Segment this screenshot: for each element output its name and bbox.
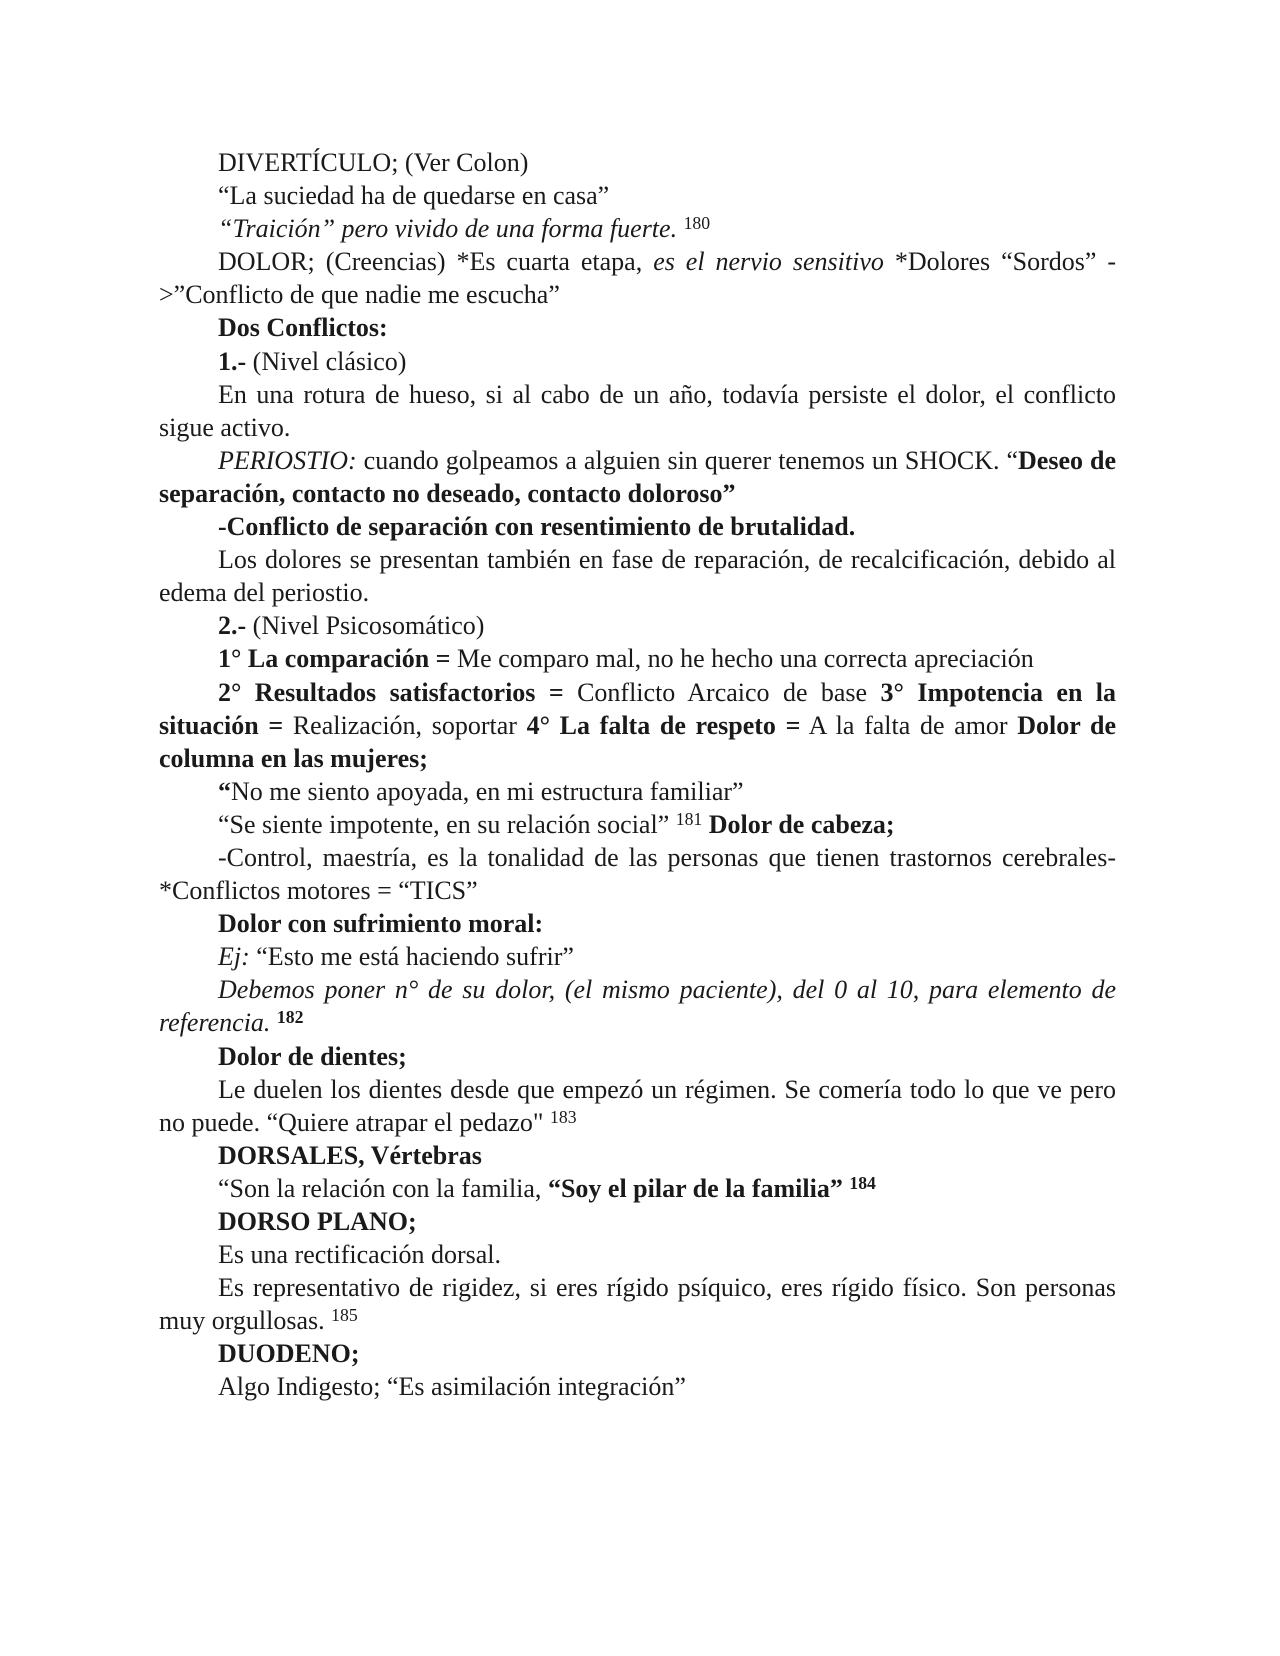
heading-bold [159, 1337, 1116, 1370]
document-page [159, 146, 1116, 1404]
bold-span: 2° Resultados satisfactorios = [218, 677, 564, 707]
bold-span: DUODENO; [218, 1339, 360, 1369]
paragraph [159, 179, 1116, 212]
text-span: *Dolores “Sordos” ->”Conflicto de que nadie me escucha” [159, 247, 1116, 310]
text-span: En una rotura de hueso, si al cabo de un año, todavía persiste el dolor, el conflicto sigue activo. [159, 379, 1116, 442]
heading-bold [159, 907, 1116, 940]
paragraph [159, 1073, 1116, 1139]
paragraph [159, 775, 1116, 808]
text-span: DOLOR; (Creencias) *Es cuarta etapa, [218, 247, 643, 277]
paragraph [159, 808, 1116, 841]
text-span: “Esto me está haciendo sufrir” [256, 942, 574, 972]
paragraph [159, 1370, 1116, 1403]
text-span: cuando golpeamos a alguien sin querer tenemos un SHOCK. “ [363, 445, 1019, 475]
footnote-ref: 183 [550, 1106, 577, 1127]
bold-span: “ [218, 776, 231, 806]
paragraph [159, 841, 1116, 907]
text-span: Los dolores se presentan también en fase de reparación, de recalcificación, debido al edema del periostio. [159, 545, 1116, 608]
paragraph [159, 1238, 1116, 1271]
italic-span: PERIOSTIO: [218, 445, 357, 475]
text-span: Es representativo de rigidez, si eres rígido psíquico, eres rígido físico. Son personas muy orgullosas. [159, 1273, 1116, 1336]
bold-span: “Soy el pilar de la familia” [547, 1173, 843, 1203]
bold-span: Dos Conflictos: [218, 313, 388, 343]
bold-span: 182 [276, 1007, 304, 1028]
text-span: Es una rectificación dorsal. [218, 1240, 501, 1270]
paragraph [159, 146, 1116, 179]
italic-span: “Traición” pero vivido de una forma fuerte. [218, 214, 678, 244]
text-span: “Se siente impotente, en su relación social” [218, 809, 670, 839]
text-span: DIVERTÍCULO; (Ver Colon) [218, 148, 529, 177]
italic-span: Ej: [218, 942, 250, 972]
heading-bold [159, 1205, 1116, 1238]
text-span: Algo Indigesto; “Es asimilación integración” [218, 1372, 686, 1402]
footnote-ref [849, 1173, 876, 1193]
paragraph [159, 1172, 1116, 1205]
bold-span: Deseo de separación, contacto no deseado, contacto doloroso” [159, 445, 1117, 508]
italic-span: Debemos poner n° de su dolor, (el mismo paciente), del 0 al 10, para elemento de referencia. [159, 975, 1116, 1038]
bold-span: Dolor de cabeza; [708, 809, 895, 839]
text-span: -Control, maestría, es la tonalidad de las personas que tienen trastornos cerebrales-*Conflictos motores = “TICS” [159, 842, 1116, 906]
bold-span: DORSO PLANO; [218, 1207, 417, 1236]
bold-span: 3° Impotencia en la situación = [159, 677, 1117, 740]
bold-span: 4° La falta de respeto = [526, 710, 801, 740]
bold-span: Dolor de dientes; [218, 1041, 407, 1071]
text-span: Le duelen los dientes desde que empezó un régimen. Se comería todo lo que ve pero no puede. “Quiere atrapar el pedazo" [159, 1074, 1116, 1137]
footnote-ref [277, 1007, 304, 1027]
text-span: (Nivel clásico) [252, 346, 407, 376]
bold-span: Dolor con sufrimiento moral: [218, 909, 544, 939]
bold-span: Dolor de columna en las mujeres; [159, 710, 1116, 773]
paragraph [159, 345, 1116, 378]
paragraph [159, 609, 1116, 642]
paragraph [159, 973, 1116, 1039]
bold-span: 2.- [218, 611, 247, 641]
text-span: “Son la relación con la familia, [218, 1173, 542, 1203]
text-span: No me siento apoyada, en mi estructura familiar” [231, 776, 744, 806]
heading-bold [159, 1139, 1116, 1172]
paragraph [159, 676, 1116, 775]
footnote-ref: 180 [683, 213, 711, 234]
paragraph [159, 212, 1116, 245]
bold-span: -Conflicto de separación con resentimiento de brutalidad. [218, 512, 856, 542]
text-span: Me comparo mal, no he hecho una correcta apreciación [456, 644, 1034, 674]
heading-bold [159, 1040, 1116, 1073]
text-span: Realización, soportar [292, 710, 517, 740]
bold-span: DORSALES, Vértebras [218, 1140, 482, 1170]
paragraph [159, 642, 1116, 675]
text-span: Conflicto Arcaico de base [577, 677, 868, 707]
heading-bold [159, 510, 1116, 543]
paragraph [159, 245, 1116, 311]
footnote-ref: 181 [675, 808, 703, 829]
bold-span: 184 [849, 1172, 876, 1193]
paragraph [159, 378, 1116, 444]
paragraph [159, 543, 1116, 609]
bold-span: 1.- [218, 346, 247, 376]
heading-bold [159, 311, 1116, 344]
italic-span: es el nervio sensitivo [653, 247, 884, 277]
paragraph [159, 444, 1116, 510]
text-span: A la falta de amor [808, 710, 1008, 740]
text-span: (Nivel Psicosomático) [252, 611, 485, 641]
footnote-ref: 185 [331, 1305, 358, 1326]
paragraph [159, 940, 1116, 973]
paragraph [159, 1271, 1116, 1337]
text-span: “La suciedad ha de quedarse en casa” [218, 181, 610, 211]
bold-span: 1° La comparación = [218, 644, 451, 674]
